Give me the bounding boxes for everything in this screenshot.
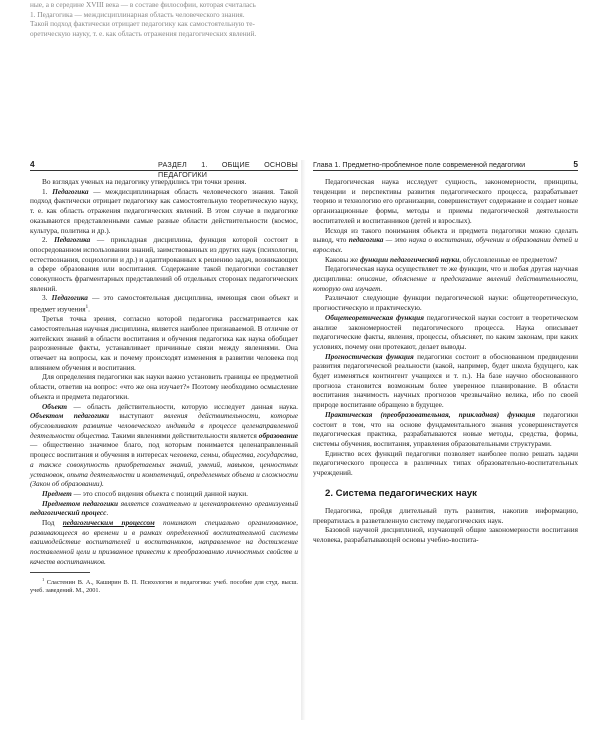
- running-header: [30, 159, 298, 179]
- paragraph: Практическая (преобразовательная, прикладная) функция педагогики состоит в том, что на основе фундаментального знания усовершенствуется педагогическая практика, разрабатываются новые методы, средства, формы, системы обучения, воспитания, управления образовательными структурами.: [313, 409, 578, 448]
- footnote-ref: 1: [85, 305, 89, 311]
- paragraph: Во взглядах ученых на педагогику утвердились три точки зрения.: [42, 177, 247, 186]
- bleed-line: ные, а в середине XVIII века — в составе философии, которая считалась: [30, 0, 256, 9]
- paragraph: Под педагогическим процессом понимают специально организованное, развивающееся во времени и в рамках определенной воспитательной системы взаимодействие воспитателей и воспитанников, направленное на достижение поставленной цели и призванное привести к преобразованию личностных свойств и качеств воспитанников.: [30, 518, 298, 566]
- book-spread: [0, 160, 600, 720]
- paragraph: Педагогическая наука осуществляет те же функции, что и любая другая научная дисциплина: описание, объяснение и предсказание явлений действительности, которую она изучает.: [313, 264, 578, 293]
- right-page: [313, 160, 578, 720]
- footnote: $^1$ Сластенин В. А., Каширин В. П. Психология и педагогика: учеб. пособие для студ. высш. учеб. заведений. М., 2001.: [30, 576, 299, 594]
- section-heading: 2. Система педагогических наук: [325, 487, 477, 499]
- paragraph: Третья точка зрения, согласно которой педагогика рассматривается как самостоятельная научная дисциплина, является наиболее признаваемой. В отличие от житейских знаний в области воспитания и обучения педагогика как наука обобщает разрозненные факты, устанавливает причинные связи между явлениями. Она отвечает на вопросы, как и почему происходят изменения в развитии человека под влиянием обучения и воспитания.: [30, 314, 298, 372]
- paragraph: Различают следующие функции педагогической науки: общетеоретическую, прогностическую и практическую.: [313, 293, 578, 313]
- footnote-separator: [30, 572, 90, 573]
- running-head-title: РАЗДЕЛ 1. ОБЩИЕ ОСНОВЫ ПЕДАГОГИКИ: [158, 160, 298, 179]
- paragraph: Каковы же функции педагогической науки, обусловленные ее предметом?: [325, 254, 558, 264]
- paragraph: Прогностическая функция педагогики состоит в обоснованном предвидении развития педагогической реальности (какой, например, будет школа будущего, как будет изменяться контингент учащихся и т. п.). На базе научно обоснованного прогноза становится возможным более уверенное планирование. В области воспитания значимость научных прогнозов чрезвычайно велика, ибо по своей природе воспитание обращено в будущее.: [313, 351, 579, 410]
- paragraph: Педагогика, пройдя длительный путь развития, накопив информацию, превратилась в разветвленную систему педагогических наук.: [313, 505, 578, 525]
- running-head-title: Глава 1. Предметно-проблемное поле современной педагогики: [313, 160, 526, 169]
- paragraph: 3. Педагогика — это самостоятельная дисциплина, имеющая свои объект и предмет изучения$^1$.: [30, 293, 299, 314]
- paragraph: Единство всех функций педагогики позволяет наиболее полно решать задачи педагогического процесса в различных типах образовательно-воспитательных учреждений.: [313, 448, 578, 478]
- bleed-line: оретическую науку, т. е. как область отражения педагогических явлений.: [30, 29, 257, 39]
- page-number: 5: [573, 159, 578, 169]
- paragraph: Исходя из такого понимания объекта и предмета педагогики можно сделать вывод, что педагогика — это наука о воспитании, обучении и образовании детей и взрослых.: [313, 225, 578, 254]
- left-page: [30, 160, 298, 720]
- paragraph: Предметом педагогики является сознательно и целенаправленно организуемый педагогический процесс.: [30, 498, 299, 518]
- bleed-line: Такой подход фактически отрицает педагогику как самостоятельную те-: [30, 19, 255, 29]
- running-header: [313, 160, 578, 171]
- paragraph: Для определения педагогики как науки важно установить границы ее предметной области, ответив на вопрос: «что же она изучает?» Поэтому необходимо осмысление объекта и предмета педагогики.: [30, 372, 298, 401]
- paragraph: Педагогическая наука исследует сущность, закономерности, принципы, тенденции и перспективы развития педагогического процесса, разрабатывает теорию и технологию его организации, совершенствует содержание и создает новые организационные формы, методы и приемы педагогической деятельности воспитателей и воспитанников (детей и взрослых).: [313, 177, 578, 225]
- paragraph: Предмет — это способ видения объекта с позиций данной науки.: [42, 488, 248, 498]
- paragraph: 1. Педагогика — междисциплинарная область человеческого знания. Такой подход фактически отрицает педагогику как самостоятельную теоретическую науку, т. е. как область отражения педагогических явлений. В этом случае в педагогике оказываются представленными самые разные области действительности (космос, культура, политика и др.).: [30, 186, 298, 235]
- paragraph: Базовой научной дисциплиной, изучающей общие закономерности воспитания человека, разрабатывающей основы учебно-воспита-: [313, 525, 578, 544]
- previous-page-bleed: [30, 0, 298, 46]
- page-number: 4: [30, 159, 35, 169]
- paragraph: Общетеоретическая функция педагогической науки состоит в теоретическом анализе закономерностей педагогического процесса. Наука описывает педагогические факты, явления, процессы, объясняет, по каким законам, при каких условиях, почему они протекают, делает выводы.: [313, 312, 579, 351]
- paragraph: Объект — область действительности, которую исследует данная наука. Объектом педагогики выступают явления действительности, которые обусловливают развитие человеческого индивида в процессе целенаправленной деятельности общества. Такими явлениями действительности является образование — общественно значимое благо, под которым понимается целенаправленный процесс воспитания и обучения в интересах человека, семьи, общества, государства, а также совокупность приобретаемых знаний, умений, навыков, ценностных установок, опыта деятельности и компетенций, определенных объема и сложности (Закон об образовании).: [30, 401, 298, 489]
- bleed-line: 1. Педагогика — междисциплинарная область человеческого знания.: [30, 9, 245, 19]
- book-gutter: [301, 160, 309, 720]
- paragraph: 2. Педагогика — прикладная дисциплина, функция которой состоит в опосредованном использовании знаний, заимствованных из других наук (психологии, естествознания, социологии и др.) и адаптированных к решению задач, возникающих в сфере образования или воспитания. Содержание такой педагогики составляет совокупность фрагментарных представлений об отдельных сторонах педагогических явлений.: [30, 235, 298, 293]
